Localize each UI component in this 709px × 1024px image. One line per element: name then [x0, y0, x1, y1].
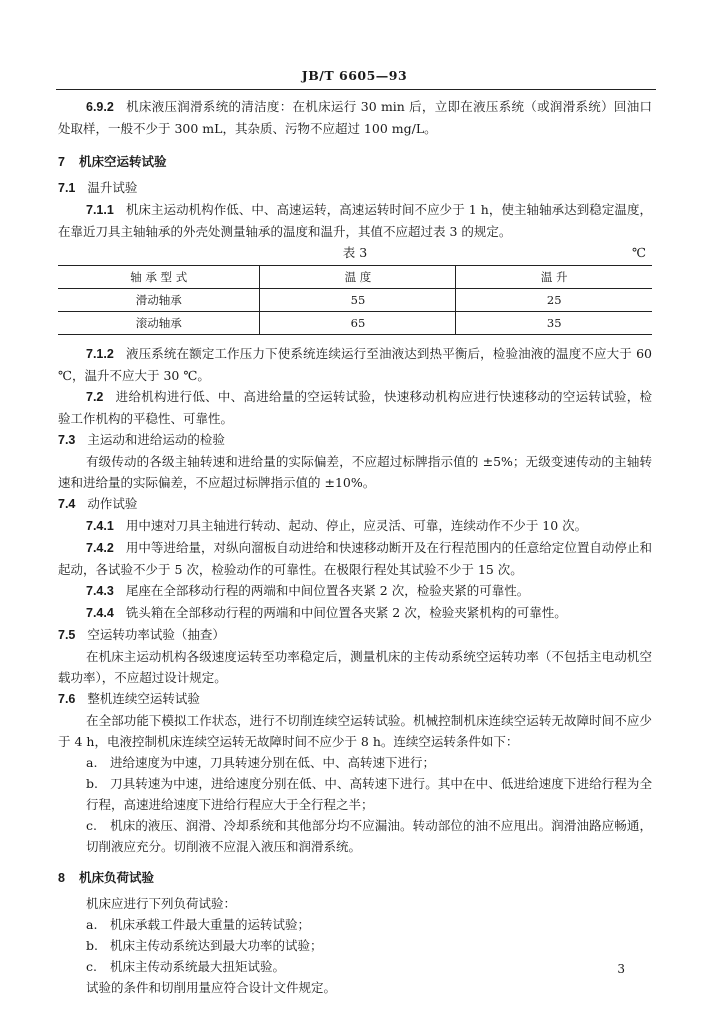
- clause-text: 机床主运动机构作低、中、高速运转，高速运转时间不应少于 1 h，使主轴轴承达到稳定温度，在靠近刀具主轴轴承的外壳处测量轴承的温度和温升，其值不应超过表 3 的规定。: [58, 202, 652, 239]
- clause-number: 7.6: [58, 692, 76, 706]
- clause-7-4-1: [58, 515, 652, 537]
- list-item-label: a.: [86, 755, 98, 770]
- clause-7-1-heading: [58, 177, 652, 199]
- list-item-text: 进给速度为中速，刀具转速分别在低、中、高转速下进行；: [110, 755, 436, 770]
- clause-title: 整机连续空运转试验: [87, 691, 200, 706]
- clause-title: 温升试验: [87, 180, 138, 195]
- table-cell: 25: [456, 289, 652, 312]
- clause-text: 铣头箱在全部移动行程的两端和中间位置各夹紧 2 次，检验夹紧机构的可靠性。: [125, 605, 567, 620]
- list-item-text: 机床承载工件最大重量的运转试验；: [110, 917, 311, 932]
- list-item-label: c.: [86, 818, 97, 833]
- clause-title: 空运转功率试验（抽查）: [87, 627, 225, 642]
- clause-7-6-heading: [58, 688, 652, 710]
- table-cell: 滑动轴承: [58, 289, 260, 312]
- section-7-heading: [58, 151, 652, 173]
- list-item-label: b.: [86, 938, 98, 953]
- document-body: [58, 96, 652, 998]
- section-number: 8: [58, 871, 65, 885]
- clause-number: 7.3: [58, 433, 76, 447]
- header-rule: [56, 89, 656, 90]
- column-header-temperature: 温 度: [260, 266, 456, 289]
- clause-number: 7.1: [58, 181, 76, 195]
- clause-number: 7.4.3: [86, 584, 114, 598]
- column-header-bearing-type: 轴 承 型 式: [58, 266, 260, 289]
- list-item-label: a.: [86, 917, 98, 932]
- list-item-label: c.: [86, 959, 97, 974]
- standard-code-header: JB/T 6605—93: [301, 68, 408, 83]
- table-unit: ℃: [632, 245, 646, 260]
- clause-7-3-heading: [58, 429, 652, 451]
- section-number: 7: [58, 155, 65, 169]
- clause-text: 液压系统在额定工作压力下使系统连续运行至油液达到热平衡后，检验油液的温度不应大于 60 ℃，温升不应大于 30 ℃。: [58, 346, 652, 383]
- column-header-temperature-rise: 温 升: [456, 266, 652, 289]
- clause-7-4-3: [58, 580, 652, 602]
- table-cell: 35: [456, 312, 652, 335]
- clause-6-9-2: [58, 96, 652, 139]
- list-item-text: 机床主传动系统达到最大功率的试验；: [110, 938, 323, 953]
- page-number: 3: [617, 962, 625, 976]
- list-item-text: 机床的液压、润滑、冷却系统和其他部分均不应漏油。转动部位的油不应甩出。润滑油路应畅通，切削液应充分。切削液不应混入液压和润滑系统。: [86, 818, 652, 854]
- clause-7-5-text: 在机床主运动机构各级速度运转至功率稳定后，测量机床的主传动系统空运转功率（不包括主电动机空载功率），不应超过设计规定。: [58, 649, 652, 685]
- clause-7-2: [58, 386, 652, 429]
- list-item: [58, 815, 652, 857]
- section-8-intro: 机床应进行下列负荷试验：: [86, 896, 237, 911]
- clause-7-3-text: 有级传动的各级主轴转速和进给量的实际偏差，不应超过标牌指示值的 ±5%；无级变速传动的主轴转速和进给量的实际偏差，不应超过标牌指示值的 ±10%。: [58, 454, 652, 490]
- clause-text: 尾座在全部移动行程的两端和中间位置各夹紧 2 次，检验夹紧的可靠性。: [125, 583, 530, 598]
- clause-title: 动作试验: [87, 496, 138, 511]
- table-row: [58, 289, 652, 312]
- list-item-label: b.: [86, 776, 98, 791]
- clause-7-1-2: [58, 343, 652, 386]
- clause-7-6-text: 在全部功能下模拟工作状态，进行不切削连续空运转试验。机械控制机床连续空运转无故障时间不应少于 4 h，电液控制机床连续空运转无故障时间不应少于 8 h。连续空运转条件如下：: [58, 713, 652, 749]
- clause-text: 用中速对刀具主轴进行转动、起动、停止，应灵活、可靠，连续动作不少于 10 次。: [125, 518, 588, 533]
- clause-7-4-2: [58, 537, 652, 580]
- list-item: [58, 956, 652, 977]
- clause-7-1-1: [58, 199, 652, 242]
- section-8-heading: [58, 867, 652, 889]
- section-title: 机床空运转试验: [78, 154, 167, 169]
- table-cell: 滚动轴承: [58, 312, 260, 335]
- clause-title: 主运动和进给运动的检验: [87, 432, 225, 447]
- clause-7-5-heading: [58, 624, 652, 646]
- list-item-text: 机床主传动系统最大扭矩试验。: [110, 959, 286, 974]
- clause-number: 7.4.1: [86, 519, 114, 533]
- clause-text: 进给机构进行低、中、高进给量的空运转试验，快速移动机构应进行快速移动的空运转试验，检验工作机构的平稳性、可靠性。: [58, 389, 652, 426]
- table-caption: 表 3: [342, 245, 368, 260]
- list-item-text: 刀具转速为中速，进给速度分别在低、中、高转速下进行。其中在中、低进给速度下进给行程为全行程，高速进给速度下进给行程应大于全行程之半；: [86, 776, 652, 812]
- section-8-closing: 试验的条件和切削用量应符合设计文件规定。: [86, 980, 337, 995]
- table-cell: 65: [260, 312, 456, 335]
- list-item: [58, 752, 652, 773]
- list-item: [58, 914, 652, 935]
- clause-number: 7.5: [58, 628, 76, 642]
- clause-text: 用中等进给量，对纵向溜板自动进给和快速移动断开及在行程范围内的任意给定位置自动停止和起动，各试验不少于 5 次，检验动作的可靠性。在极限行程处其试验不少于 15 次。: [58, 540, 652, 577]
- clause-text: 机床液压润滑系统的清洁度：在机床运行 30 min 后，立即在液压系统（或润滑系统）回油口处取样，一般不少于 300 mL，其杂质、污物不应超过 100 mg/L。: [58, 99, 652, 136]
- clause-7-4-4: [58, 602, 652, 624]
- clause-number: 6.9.2: [86, 100, 114, 114]
- clause-number: 7.1.1: [86, 203, 114, 217]
- table-row: [58, 312, 652, 335]
- list-item: [58, 935, 652, 956]
- clause-number: 7.4: [58, 497, 76, 511]
- clause-number: 7.4.2: [86, 541, 114, 555]
- table-caption-row: [58, 242, 652, 263]
- clause-number: 7.1.2: [86, 347, 114, 361]
- table-cell: 55: [260, 289, 456, 312]
- clause-number: 7.2: [86, 390, 104, 404]
- list-item: [58, 773, 652, 815]
- clause-7-4-heading: [58, 493, 652, 515]
- table-header-row: [58, 266, 652, 289]
- clause-number: 7.4.4: [86, 606, 114, 620]
- bearing-temperature-table: [58, 265, 652, 335]
- section-title: 机床负荷试验: [78, 870, 154, 885]
